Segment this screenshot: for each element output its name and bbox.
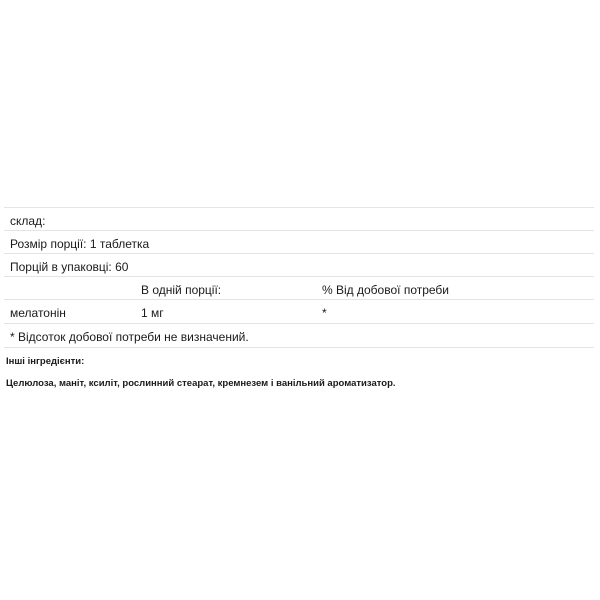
servings-per-container-text: Порцій в упаковці: 60 <box>10 260 129 274</box>
ingredient-daily-value: * <box>322 306 327 320</box>
composition-row <box>4 207 594 230</box>
per-serving-header: В одній порції: <box>141 283 222 297</box>
table-header-row <box>4 276 594 299</box>
ingredient-amount: 1 мг <box>141 306 164 320</box>
other-ingredients-heading: Інші інгредієнти: <box>6 356 85 367</box>
other-ingredients-text: Целюлоза, маніт, ксиліт, рослинний стеарат, кремнезем і ванільний ароматизатор. <box>6 378 396 389</box>
footnote-text: * Відсоток добової потреби не визначений. <box>10 330 249 344</box>
footnote-row <box>4 323 594 348</box>
servings-per-container-row <box>4 253 594 276</box>
ingredient-name: мелатонін <box>10 306 66 320</box>
daily-value-header: % Від добової потреби <box>322 283 450 297</box>
serving-size-text: Розмір порції: 1 таблетка <box>10 237 150 251</box>
serving-size-row <box>4 230 594 253</box>
table-row <box>4 299 594 323</box>
composition-label: склад: <box>10 214 46 228</box>
supplement-facts-table <box>4 207 594 348</box>
